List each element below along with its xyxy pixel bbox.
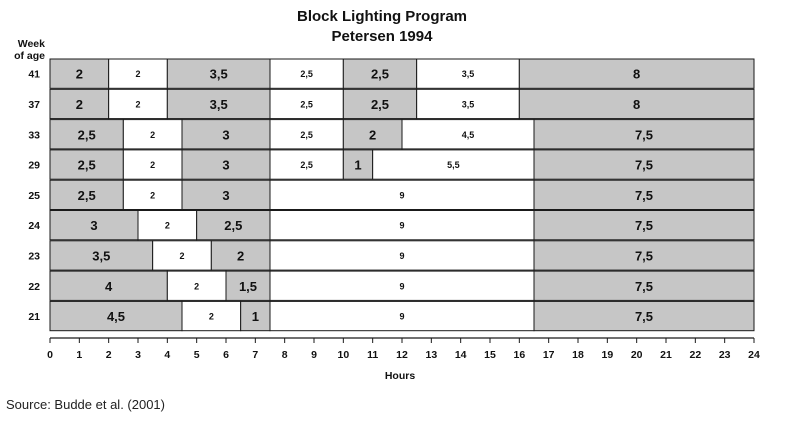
x-tick-label-11: 11 (367, 349, 379, 361)
x-tick-label-14: 14 (454, 349, 467, 361)
data-label-week-29-1: 2,5 (77, 157, 96, 173)
chart-title: Block Lighting Program (296, 8, 467, 25)
y-tick-label-29: 29 (28, 159, 40, 172)
data-label-week-41-3: 3,5 (209, 66, 228, 82)
data-label-week-33-6: 4,5 (461, 129, 475, 140)
data-label-week-21-5: 7,5 (634, 309, 654, 325)
data-label-week-29-6: 5,5 (447, 160, 460, 171)
data-label-week-22-1: 4 (105, 278, 113, 294)
data-label-week-37-2: 2 (135, 99, 141, 110)
y-tick-label-41: 41 (28, 68, 40, 81)
x-tick-label-12: 12 (396, 349, 408, 361)
data-label-week-33-2: 2 (150, 129, 156, 140)
x-axis-label: Hours (384, 370, 416, 382)
data-label-week-41-5: 2,5 (370, 66, 390, 82)
data-label-week-24-2: 2 (164, 220, 170, 231)
data-label-week-29-2: 2 (150, 160, 156, 171)
data-label-week-22-3: 1,5 (238, 278, 258, 294)
data-label-week-41-7: 8 (633, 66, 641, 82)
x-tick-label-8: 8 (281, 349, 288, 361)
y-tick-label-25: 25 (28, 189, 40, 202)
data-label-week-21-3: 1 (251, 309, 259, 325)
x-tick-label-3: 3 (135, 349, 141, 361)
data-label-week-37-7: 8 (633, 96, 641, 112)
x-tick-label-21: 21 (660, 349, 672, 361)
data-label-week-25-3: 3 (222, 187, 230, 203)
data-label-week-33-7: 7,5 (634, 127, 654, 143)
x-tick-label-24: 24 (748, 349, 760, 361)
data-label-week-23-2: 2 (179, 250, 185, 261)
data-label-week-29-7: 7,5 (634, 157, 654, 173)
x-tick-label-16: 16 (513, 349, 526, 361)
data-label-week-22-4: 9 (399, 281, 405, 292)
x-tick-label-20: 20 (630, 349, 643, 361)
data-label-week-29-3: 3 (222, 157, 230, 173)
data-label-week-25-1: 2,5 (77, 187, 96, 203)
x-tick-label-6: 6 (223, 349, 229, 361)
data-label-week-33-5: 2 (369, 127, 377, 143)
data-label-week-37-6: 3,5 (461, 99, 475, 110)
data-label-week-23-5: 7,5 (634, 248, 654, 264)
x-tick-label-19: 19 (601, 349, 614, 361)
data-label-week-24-1: 3 (90, 218, 98, 234)
x-tick-label-9: 9 (311, 349, 317, 361)
data-label-week-23-4: 9 (399, 250, 405, 261)
data-label-week-29-5: 1 (354, 157, 362, 173)
chart-subtitle: Petersen 1994 (331, 28, 433, 45)
data-label-week-33-3: 3 (222, 127, 230, 143)
x-tick-label-10: 10 (337, 349, 350, 361)
data-label-week-21-4: 9 (399, 311, 405, 322)
x-tick-label-5: 5 (193, 349, 200, 361)
data-label-week-25-5: 7,5 (634, 187, 654, 203)
y-tick-label-24: 24 (28, 220, 40, 233)
data-label-week-21-1: 4,5 (106, 309, 126, 325)
data-label-week-41-1: 2 (75, 66, 83, 82)
data-label-week-22-2: 2 (194, 281, 200, 292)
x-tick-label-18: 18 (572, 349, 584, 361)
data-label-week-24-4: 9 (399, 220, 405, 231)
data-label-week-25-2: 2 (150, 190, 156, 201)
data-label-week-37-3: 3,5 (209, 96, 228, 112)
data-label-week-41-6: 3,5 (461, 69, 475, 80)
data-label-week-23-3: 2 (237, 248, 245, 264)
x-tick-label-13: 13 (425, 349, 438, 361)
x-tick-label-23: 23 (718, 349, 731, 361)
source-note: Source: Budde et al. (2001) (6, 397, 165, 412)
data-label-week-25-4: 9 (399, 190, 405, 201)
data-label-week-41-4: 2,5 (300, 69, 313, 80)
data-label-week-22-5: 7,5 (634, 278, 654, 294)
x-tick-label-22: 22 (689, 349, 702, 361)
data-label-week-41-2: 2 (135, 69, 141, 80)
x-tick-label-4: 4 (164, 349, 171, 361)
y-tick-label-21: 21 (28, 311, 40, 324)
data-label-week-29-4: 2,5 (300, 160, 313, 171)
y-tick-label-23: 23 (28, 250, 40, 263)
data-label-week-33-1: 2,5 (77, 127, 96, 143)
y-axis-label-line-2: of age (14, 50, 45, 62)
data-label-week-33-4: 2,5 (300, 129, 313, 140)
data-label-week-24-3: 2,5 (224, 218, 243, 234)
x-tick-label-0: 0 (47, 349, 53, 361)
data-label-week-24-5: 7,5 (634, 218, 654, 234)
y-axis-label-line-1: Week (17, 38, 45, 50)
data-label-week-21-2: 2 (208, 311, 214, 322)
x-tick-label-17: 17 (542, 349, 555, 361)
data-label-week-37-5: 2,5 (370, 96, 390, 112)
x-tick-label-2: 2 (105, 349, 112, 361)
data-label-week-23-1: 3,5 (92, 248, 111, 264)
x-tick-label-7: 7 (252, 349, 259, 361)
data-label-week-37-4: 2,5 (300, 99, 313, 110)
x-tick-label-1: 1 (76, 349, 83, 361)
data-label-week-37-1: 2 (75, 96, 83, 112)
y-tick-label-22: 22 (28, 280, 40, 293)
y-tick-label-37: 37 (28, 98, 40, 111)
x-tick-label-15: 15 (484, 349, 496, 361)
y-tick-label-33: 33 (28, 129, 40, 142)
